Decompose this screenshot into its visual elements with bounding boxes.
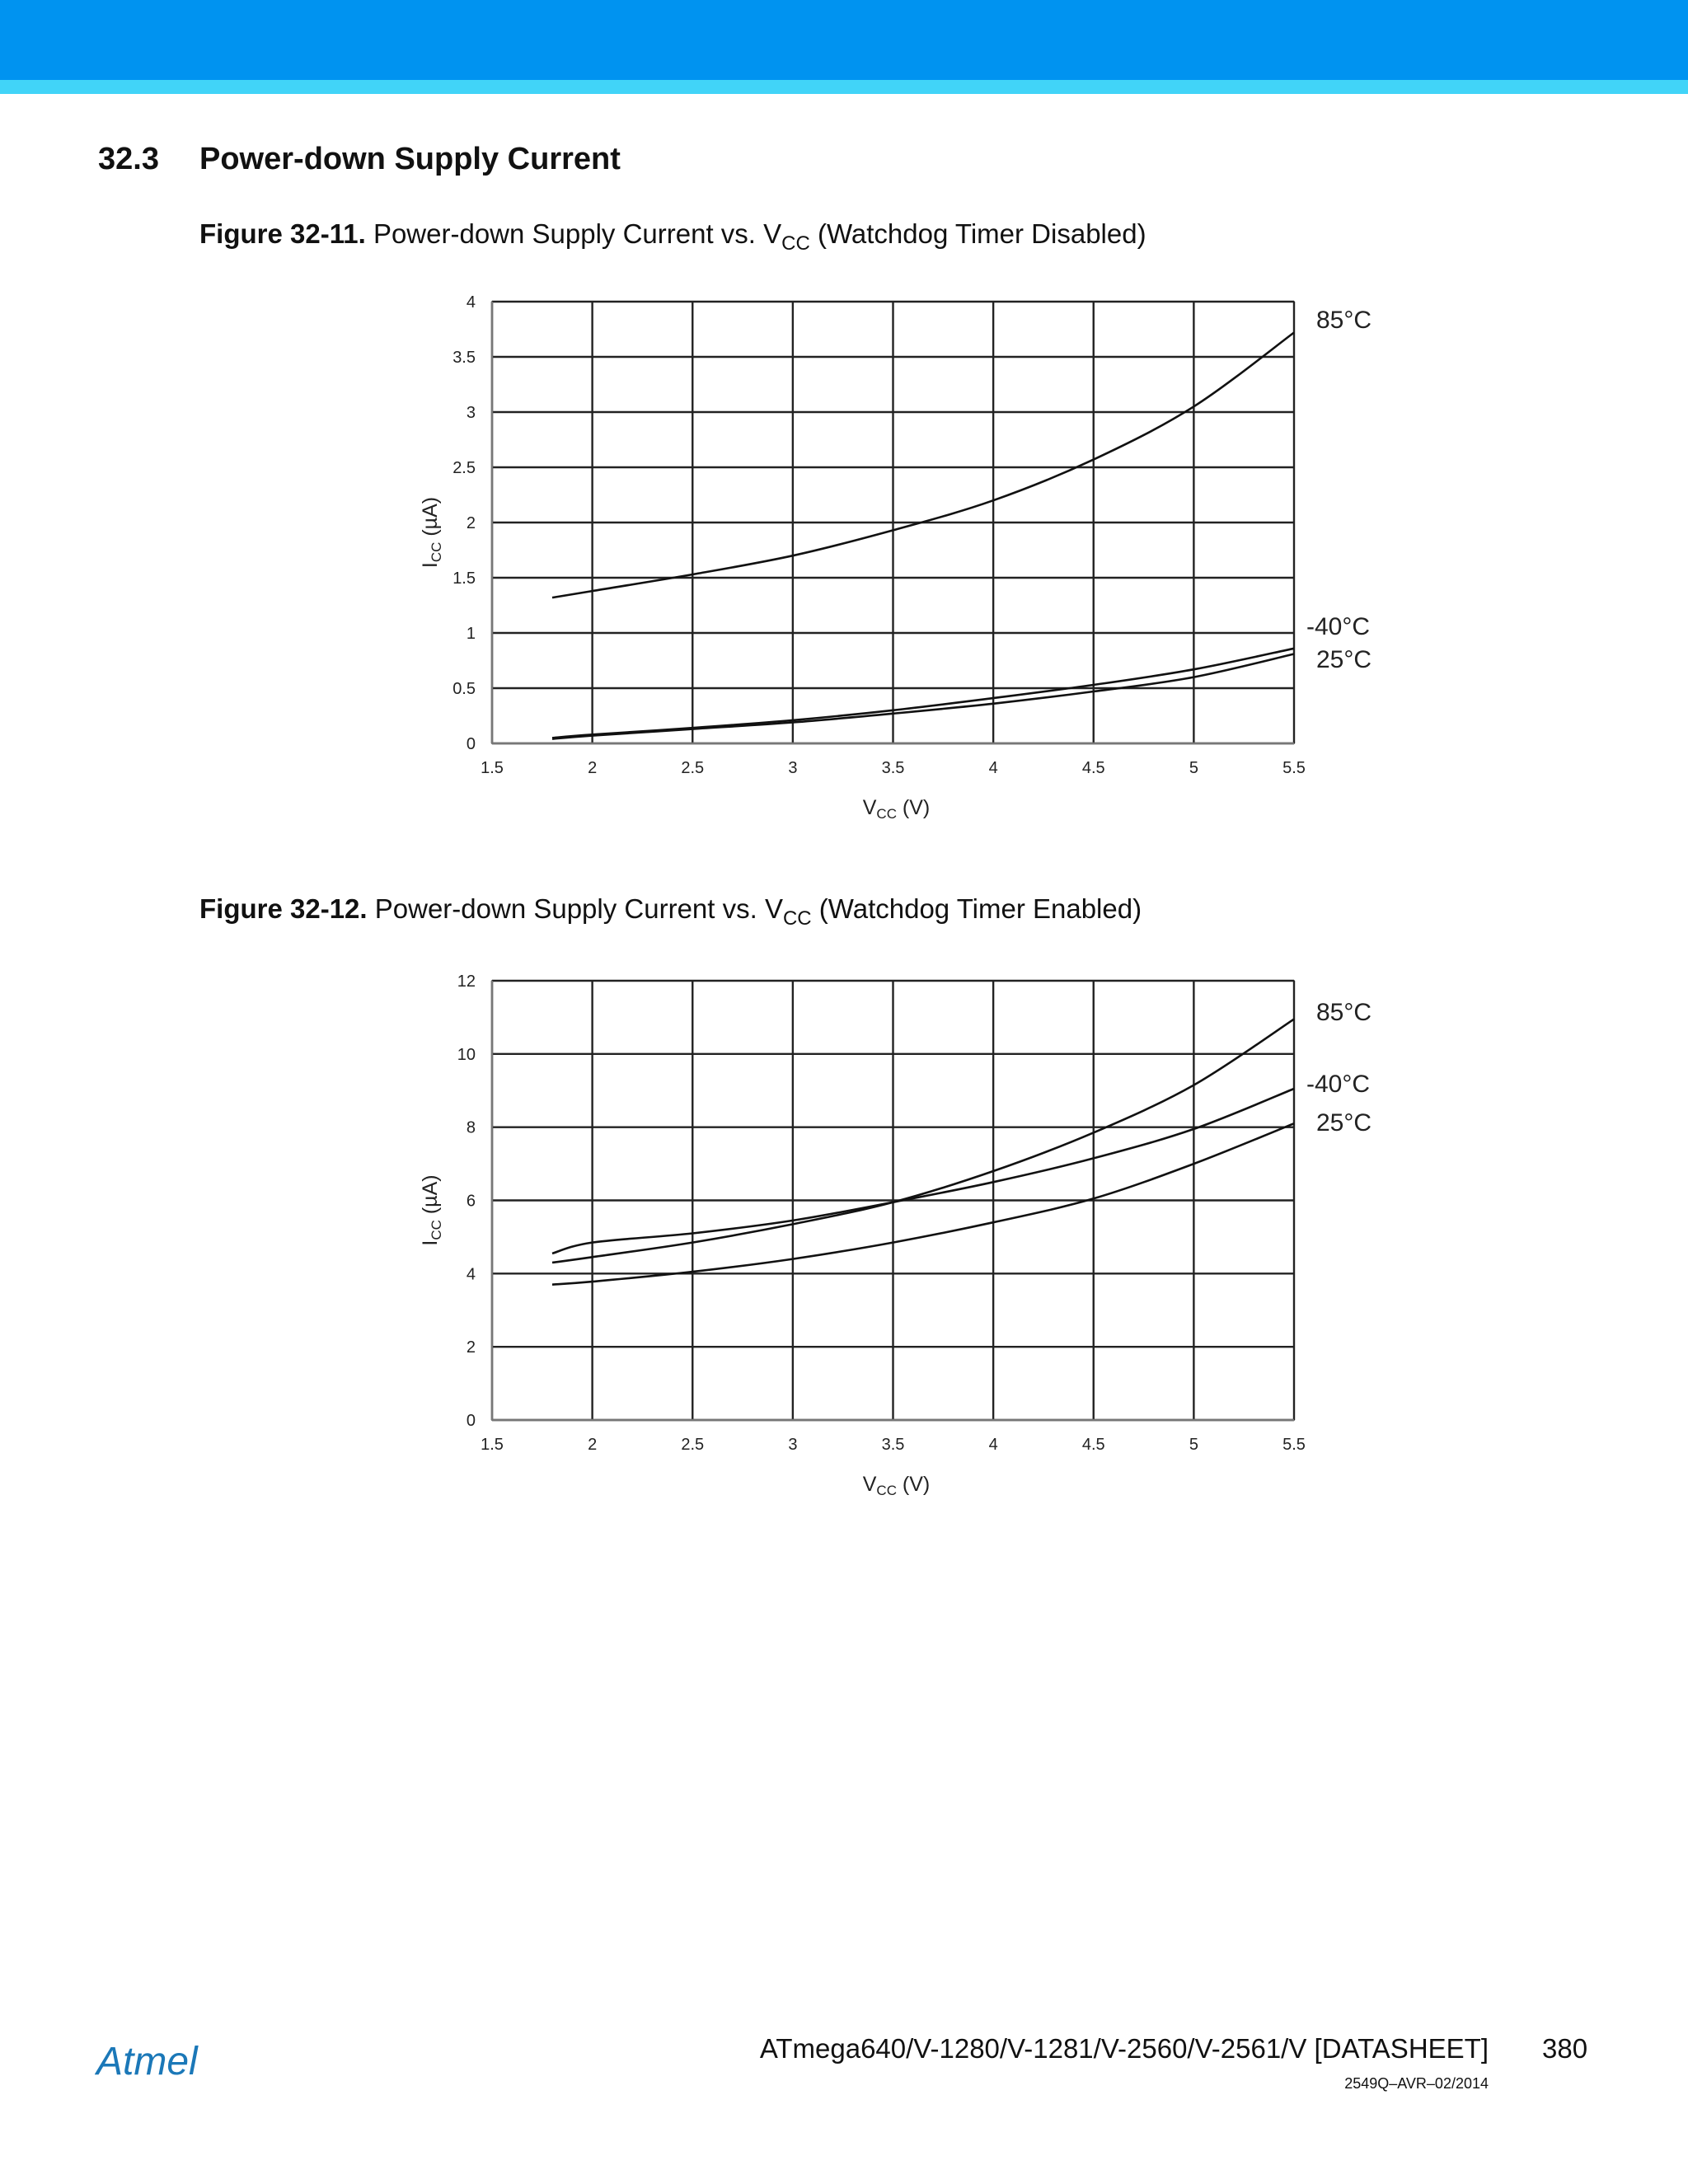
y-tick-label: 8: [466, 1118, 476, 1137]
figure-text-after: (Watchdog Timer Disabled): [809, 218, 1146, 249]
x-tick-label: 1.5: [481, 759, 504, 777]
x-tick-label: 2.5: [681, 1436, 705, 1454]
x-tick-label: 5: [1189, 1436, 1198, 1454]
y-tick-label: 2.5: [452, 459, 476, 477]
x-tick-label: 4.5: [1081, 759, 1105, 777]
svg-text:Atmel: Atmel: [96, 2040, 198, 2083]
y-tick-label: 12: [457, 972, 476, 991]
figure-text-after: (Watchdog Timer Enabled): [811, 893, 1142, 924]
y-tick-label: 1.5: [452, 569, 476, 588]
x-tick-label: 2: [588, 1436, 598, 1454]
figure-text-sub: CC: [781, 232, 810, 255]
figure-text: Power-down Supply Current vs. V: [373, 218, 782, 249]
y-axis-label: $I_{CC}$ (µA): [419, 496, 444, 569]
series-label: 25°C: [1316, 1109, 1372, 1137]
y-tick-label: 0.5: [452, 680, 476, 698]
y-tick-label: 6: [466, 1192, 476, 1211]
x-tick-label: 2: [588, 759, 598, 777]
x-tick-label: 3: [788, 759, 798, 777]
chart-watchdog-enabled: [0, 956, 1688, 1516]
y-tick-label: 0: [466, 735, 476, 753]
series-line: [552, 333, 1294, 598]
x-tick-label: 4.5: [1081, 1436, 1105, 1454]
section-title: Power-down Supply Current: [199, 142, 621, 176]
header-bar: [0, 0, 1688, 80]
x-axis-label: $V_{CC}$ (V): [862, 796, 931, 822]
y-tick-label: 3.5: [452, 349, 476, 367]
series-line: [552, 654, 1294, 739]
x-tick-label: 3.5: [881, 1436, 905, 1454]
y-tick-label: 1: [466, 625, 476, 643]
y-tick-label: 0: [466, 1412, 476, 1430]
x-tick-label: 4: [988, 1436, 998, 1454]
y-tick-label: 4: [466, 293, 476, 312]
series-label: -40°C: [1306, 1071, 1371, 1098]
figure-text: Power-down Supply Current vs. V: [374, 893, 783, 924]
series-label: 25°C: [1316, 646, 1372, 673]
footer-page-number: 380: [1542, 2033, 1588, 2064]
section-number: 32.3: [98, 142, 159, 176]
x-tick-label: 5.5: [1282, 759, 1306, 777]
series-line: [552, 1019, 1294, 1263]
x-tick-label: 1.5: [481, 1436, 504, 1454]
footer-doc-title: ATmega640/V-1280/V-1281/V-2560/V-2561/V [DATASHEET]: [759, 2033, 1489, 2064]
chart-watchdog-disabled: [0, 280, 1688, 841]
x-tick-label: 5: [1189, 759, 1198, 777]
section-heading: [98, 142, 621, 177]
figure-label: Figure 32-11.: [199, 218, 366, 249]
y-tick-label: 2: [466, 1338, 476, 1357]
series-line: [552, 1089, 1294, 1254]
figure-label: Figure 32-12.: [199, 893, 368, 924]
series-line: [552, 649, 1294, 738]
figure-text-sub: CC: [782, 907, 812, 930]
x-tick-label: 4: [988, 759, 998, 777]
series-line: [552, 1123, 1294, 1285]
footer-doc-code: 2549Q–AVR–02/2014: [1344, 2075, 1489, 2092]
series-label: 85°C: [1316, 307, 1372, 334]
y-tick-label: 3: [466, 404, 476, 422]
x-tick-label: 3.5: [881, 759, 905, 777]
atmel-logo: [95, 2037, 243, 2087]
y-tick-label: 2: [466, 514, 476, 532]
y-tick-label: 4: [466, 1265, 476, 1284]
x-axis-label: $V_{CC}$ (V): [862, 1473, 931, 1498]
figure-caption-1: [199, 218, 1146, 255]
figure-caption-2: [199, 893, 1142, 930]
y-tick-label: 10: [457, 1045, 476, 1064]
series-label: -40°C: [1306, 613, 1371, 640]
x-tick-label: 2.5: [681, 759, 705, 777]
header-stripe: [0, 80, 1688, 94]
y-axis-label: $I_{CC}$ (µA): [419, 1174, 444, 1246]
x-tick-label: 3: [788, 1436, 798, 1454]
series-label: 85°C: [1316, 999, 1372, 1026]
x-tick-label: 5.5: [1282, 1436, 1306, 1454]
